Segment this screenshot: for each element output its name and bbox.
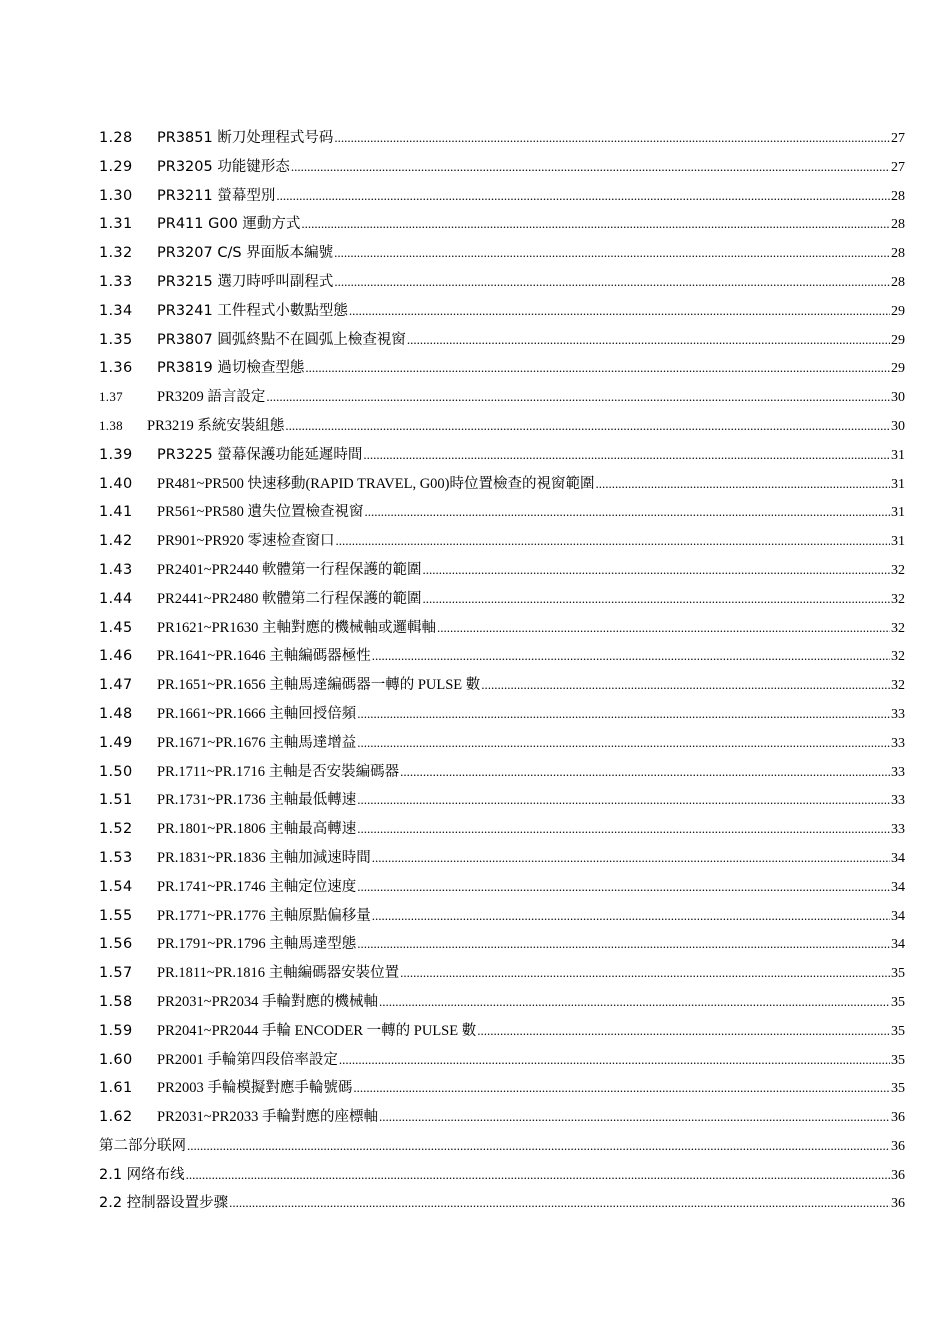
toc-leader-dots — [266, 389, 890, 405]
toc-entry-number: 1.50 — [99, 763, 133, 780]
toc-entry-title: PR2441~PR2480 軟體第二行程保護的範圍 — [157, 590, 422, 607]
toc-leader-dots — [357, 735, 890, 751]
toc-leader-dots — [187, 1138, 890, 1154]
toc-entry-title: PR.1651~PR.1656 主軸馬達編碼器一轉的 PULSE 數 — [157, 677, 481, 694]
toc-entry-title: PR3205 功能键形态 — [157, 158, 290, 175]
toc-leader-dots — [363, 447, 890, 463]
toc-entry-page-number: 29 — [891, 303, 905, 319]
toc-entry[interactable] — [99, 529, 905, 558]
toc-entry-number: 1.48 — [99, 705, 133, 722]
toc-entry-number: 1.55 — [99, 907, 133, 924]
toc-leader-dots — [229, 1195, 890, 1211]
toc-entry-title: PR3807 圓弧終點不在圓弧上檢查視窗 — [157, 331, 406, 348]
toc-leader-dots — [276, 188, 890, 204]
toc-entry[interactable] — [99, 616, 905, 645]
toc-entry[interactable] — [99, 328, 905, 357]
toc-entry-page-number: 32 — [891, 678, 905, 694]
toc-leader-dots — [357, 706, 890, 722]
toc-entry-page-number: 31 — [891, 534, 905, 550]
toc-leader-dots — [422, 591, 890, 607]
toc-entry-number: 1.30 — [99, 187, 133, 204]
toc-entry[interactable] — [99, 184, 905, 213]
toc-leader-dots — [364, 504, 890, 520]
toc-entry-number: 1.38 — [99, 417, 123, 433]
toc-leader-dots — [305, 360, 890, 376]
toc-entry-page-number: 34 — [891, 937, 905, 953]
toc-entry-page-number: 29 — [891, 361, 905, 377]
toc-entry-title: PR.1641~PR.1646 主軸編碼器極性 — [157, 648, 371, 665]
toc-leader-dots — [334, 245, 890, 261]
toc-entry-title: PR2031~PR2034 手輪對應的機械軸 — [157, 993, 378, 1010]
toc-entry-number: 1.41 — [99, 504, 133, 521]
toc-entry-number: 1.46 — [99, 648, 133, 665]
toc-entry-page-number: 31 — [891, 447, 905, 463]
toc-entry[interactable] — [99, 817, 905, 846]
toc-entry-number: 1.58 — [99, 993, 133, 1010]
toc-entry-number: 1.62 — [99, 1109, 133, 1126]
toc-entry-page-number: 36 — [891, 1138, 905, 1154]
toc-leader-dots — [372, 648, 890, 664]
toc-leader-dots — [481, 677, 890, 693]
toc-entry-title: PR3819 過切檢查型態 — [157, 360, 305, 377]
toc-entry-number: 1.37 — [99, 389, 123, 405]
toc-entry-page-number: 33 — [891, 822, 905, 838]
toc-entry-number: 1.47 — [99, 677, 133, 694]
toc-entry-number: 1.54 — [99, 878, 133, 895]
toc-entry-page-number: 35 — [891, 1081, 905, 1097]
toc-leader-dots — [372, 850, 890, 866]
toc-entry-page-number: 28 — [891, 246, 905, 262]
toc-entry-page-number: 32 — [891, 649, 905, 665]
toc-entry-number: 1.44 — [99, 590, 133, 607]
toc-entry-title: PR3225 螢幕保護功能延遲時間 — [157, 446, 363, 463]
toc-entry[interactable] — [99, 299, 905, 328]
toc-entry[interactable] — [99, 1105, 905, 1134]
toc-leader-dots — [349, 303, 890, 319]
toc-leader-dots — [357, 936, 890, 952]
toc-leader-dots — [357, 792, 890, 808]
toc-entry[interactable] — [99, 932, 905, 961]
toc-entry[interactable] — [99, 1019, 905, 1048]
toc-entry-title: PR.1731~PR.1736 主軸最低轉速 — [157, 792, 357, 809]
toc-entry-number: 1.56 — [99, 936, 133, 953]
toc-entry-number: 1.53 — [99, 849, 133, 866]
toc-leader-dots — [339, 1052, 890, 1068]
toc-entry-page-number: 28 — [891, 274, 905, 290]
toc-entry-title: PR.1771~PR.1776 主軸原點偏移量 — [157, 907, 371, 924]
toc-entry-page-number: 32 — [891, 562, 905, 578]
toc-entry-title: PR.1811~PR.1816 主軸編碼器安裝位置 — [157, 965, 400, 982]
toc-entry[interactable] — [99, 155, 905, 184]
toc-entry-number: 1.39 — [99, 446, 133, 463]
toc-entry[interactable] — [99, 990, 905, 1019]
toc-entry[interactable] — [99, 961, 905, 990]
toc-entry[interactable] — [99, 443, 905, 472]
toc-entry-number: 1.42 — [99, 533, 133, 550]
toc-leader-dots — [422, 562, 890, 578]
toc-leader-dots — [379, 1109, 890, 1125]
toc-leader-dots — [334, 130, 890, 146]
toc-entry-number: 1.36 — [99, 360, 133, 377]
toc-entry-page-number: 35 — [891, 994, 905, 1010]
toc-entry-title: PR3211 螢幕型別 — [157, 187, 276, 204]
toc-entry-title: 第二部分联网 — [99, 1137, 186, 1154]
toc-leader-dots — [477, 1023, 890, 1039]
toc-entry-page-number: 31 — [891, 476, 905, 492]
toc-entry-page-number: 27 — [891, 159, 905, 175]
toc-entry-title: PR411 G00 運動方式 — [157, 216, 301, 233]
toc-entry[interactable] — [99, 1134, 905, 1163]
toc-entry[interactable] — [99, 241, 905, 270]
toc-entry-page-number: 29 — [891, 332, 905, 348]
toc-entry-number: 1.40 — [99, 475, 133, 492]
toc-entry-number: 1.35 — [99, 331, 133, 348]
toc-entry-title: PR2003 手輪模擬對應手輪號碼 — [157, 1080, 353, 1097]
toc-entry[interactable] — [99, 1048, 905, 1077]
toc-entry-title: PR3851 断刀处理程式号码 — [157, 130, 334, 146]
toc-entry-page-number: 33 — [891, 706, 905, 722]
toc-entry[interactable] — [99, 760, 905, 789]
toc-entry-number: 1.31 — [99, 216, 133, 233]
toc-entry[interactable] — [99, 472, 905, 501]
toc-entry-number: 1.51 — [99, 792, 133, 809]
toc-entry-number: 1.52 — [99, 821, 133, 838]
toc-entry-number: 1.49 — [99, 734, 133, 751]
toc-entry[interactable] — [99, 1191, 905, 1220]
toc-entry-page-number: 33 — [891, 764, 905, 780]
toc-entry[interactable] — [99, 356, 905, 385]
toc-entry-number: 1.61 — [99, 1080, 133, 1097]
toc-entry[interactable] — [99, 500, 905, 529]
toc-entry[interactable] — [99, 788, 905, 817]
toc-leader-dots — [357, 879, 890, 895]
toc-entry-title: 2.2 控制器设置步骤 — [99, 1195, 229, 1212]
toc-entry[interactable] — [99, 385, 905, 414]
toc-entry-page-number: 27 — [891, 131, 905, 146]
toc-entry-page-number: 36 — [891, 1110, 905, 1126]
toc-entry-title: PR.1831~PR.1836 主軸加減速時間 — [157, 849, 371, 866]
toc-entry-title: 2.1 网络布线 — [99, 1166, 185, 1183]
toc-entry-title: PR2041~PR2044 手輪 ENCODER 一轉的 PULSE 數 — [157, 1022, 477, 1039]
toc-entry[interactable] — [99, 702, 905, 731]
toc-entry[interactable] — [99, 1076, 905, 1105]
toc-entry-page-number: 35 — [891, 966, 905, 982]
toc-entry-number: 1.28 — [99, 130, 133, 146]
toc-leader-dots — [353, 1080, 890, 1096]
toc-entry-number: 1.34 — [99, 302, 133, 319]
toc-entry-title: PR.1661~PR.1666 主軸回授倍頻 — [157, 705, 357, 722]
toc-entry-page-number: 36 — [891, 1167, 905, 1183]
toc-entry-page-number: 35 — [891, 1023, 905, 1039]
toc-entry-title: PR2001 手輪第四段倍率設定 — [157, 1051, 338, 1068]
toc-leader-dots — [379, 994, 890, 1010]
toc-leader-dots — [437, 620, 890, 636]
toc-entry-page-number: 34 — [891, 850, 905, 866]
toc-entry-page-number: 36 — [891, 1196, 905, 1212]
toc-entry-title: PR3219 系統安裝組態 — [147, 417, 285, 434]
toc-entry-page-number: 32 — [891, 591, 905, 607]
toc-entry-title: PR.1791~PR.1796 主軸馬達型態 — [157, 936, 357, 953]
toc-entry-number: 1.43 — [99, 561, 133, 578]
toc-entry-page-number: 32 — [891, 620, 905, 636]
toc-entry-title: PR.1801~PR.1806 主軸最高轉速 — [157, 821, 357, 838]
toc-entry-page-number: 34 — [891, 908, 905, 924]
toc-entry-number: 1.59 — [99, 1022, 133, 1039]
toc-entry-page-number: 31 — [891, 505, 905, 521]
toc-entry-title: PR3207 C/S 界面版本編號 — [157, 245, 334, 262]
toc-entry[interactable] — [99, 587, 905, 616]
toc-entry[interactable] — [99, 673, 905, 702]
toc-entry-title: PR3209 語言設定 — [157, 389, 266, 406]
toc-entry-title: PR481~PR500 快速移動(RAPID TRAVEL, G00)時位置檢查的視窗範圍 — [157, 475, 595, 492]
toc-entry[interactable] — [99, 846, 905, 875]
toc-entry-title: PR1621~PR1630 主軸對應的機械軸或邏輯軸 — [157, 619, 436, 636]
toc-entry-page-number: 33 — [891, 793, 905, 809]
toc-entry-title: PR2401~PR2440 軟體第一行程保護的範圍 — [157, 561, 422, 578]
table-of-contents — [99, 126, 905, 1220]
toc-entry-title: PR901~PR920 零速检查窗口 — [157, 533, 335, 550]
toc-entry-number: 1.32 — [99, 245, 133, 262]
toc-entry[interactable] — [99, 1163, 905, 1192]
toc-entry-page-number: 35 — [891, 1052, 905, 1068]
toc-entry[interactable] — [99, 212, 905, 241]
toc-entry-number: 1.29 — [99, 158, 133, 175]
toc-leader-dots — [357, 821, 890, 837]
toc-entry-page-number: 28 — [891, 188, 905, 204]
toc-entry-number: 1.33 — [99, 273, 133, 290]
toc-entry-title: PR3241 工件程式小數點型態 — [157, 302, 348, 319]
toc-entry-title: PR.1741~PR.1746 主軸定位速度 — [157, 878, 357, 895]
toc-entry-number: 1.57 — [99, 965, 133, 982]
toc-entry[interactable] — [99, 875, 905, 904]
toc-entry-page-number: 30 — [891, 418, 905, 434]
toc-entry-page-number: 28 — [891, 217, 905, 233]
toc-entry[interactable] — [99, 731, 905, 760]
toc-entry[interactable] — [99, 644, 905, 673]
toc-entry-number: 1.60 — [99, 1051, 133, 1068]
toc-leader-dots — [335, 533, 890, 549]
toc-entry-title: PR2031~PR2033 手輪對應的座標軸 — [157, 1109, 378, 1126]
toc-entry-title: PR561~PR580 遺失位置檢查視窗 — [157, 504, 364, 521]
toc-leader-dots — [372, 908, 890, 924]
toc-entry-title: PR.1671~PR.1676 主軸馬達增益 — [157, 734, 357, 751]
toc-entry-number: 1.45 — [99, 619, 133, 636]
toc-entry[interactable] — [99, 126, 905, 155]
toc-entry-title: PR3215 選刀時呼叫副程式 — [157, 273, 334, 290]
toc-entry[interactable] — [99, 270, 905, 299]
toc-leader-dots — [285, 418, 890, 434]
toc-leader-dots — [301, 216, 890, 232]
toc-entry[interactable] — [99, 558, 905, 587]
toc-leader-dots — [596, 476, 890, 492]
toc-entry-page-number: 30 — [891, 390, 905, 406]
toc-entry-title: PR.1711~PR.1716 主軸是否安裝編碼器 — [157, 763, 400, 780]
toc-leader-dots — [400, 764, 890, 780]
toc-entry[interactable] — [99, 414, 905, 443]
toc-entry-page-number: 33 — [891, 735, 905, 751]
toc-leader-dots — [291, 159, 890, 175]
toc-leader-dots — [407, 332, 890, 348]
toc-leader-dots — [186, 1167, 890, 1183]
toc-leader-dots — [400, 965, 890, 981]
toc-entry[interactable] — [99, 904, 905, 933]
toc-leader-dots — [334, 274, 890, 290]
toc-entry-page-number: 34 — [891, 879, 905, 895]
